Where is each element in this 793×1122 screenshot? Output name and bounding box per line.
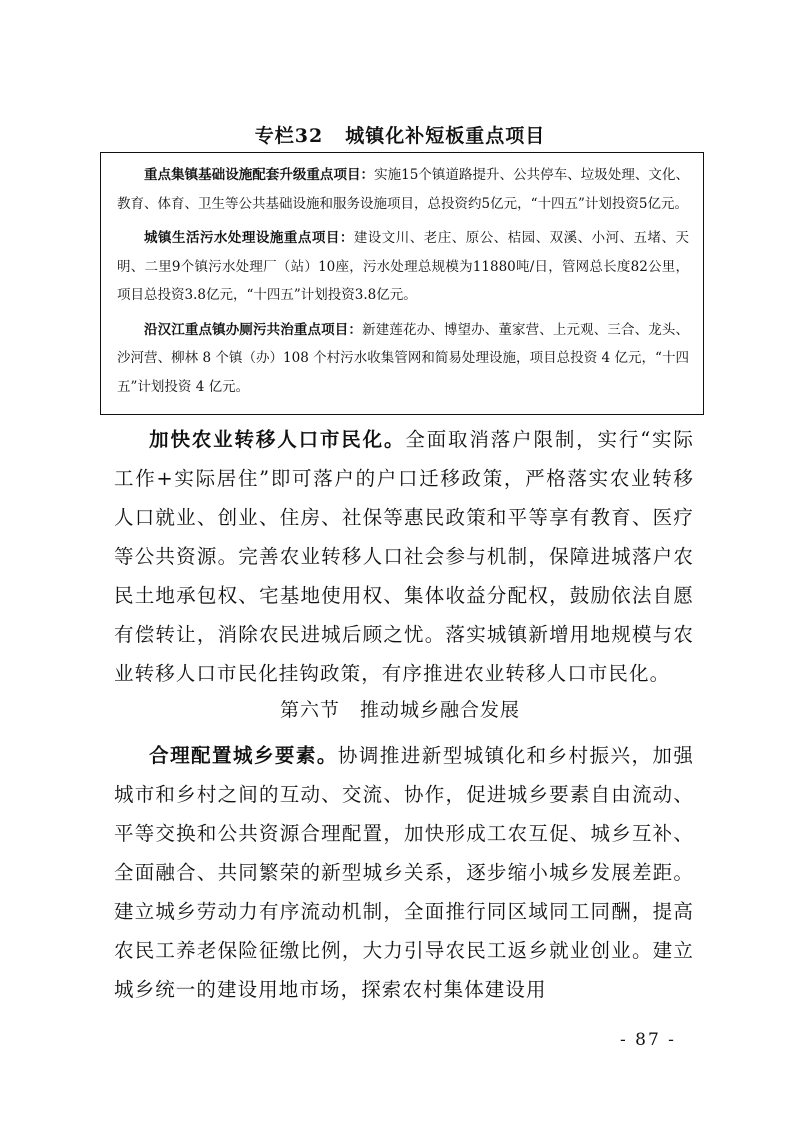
box-title-number: 专栏32 (254, 125, 324, 147)
paragraph-population (114, 420, 694, 693)
box-item-text: 建设文川、老庄、原公、桔园、双溪、小河、五堵、天明、二里9个镇污水处理厂（站）10座，污水处理总规模为11880吨/日，管网总长度82公里，项目总投资3.8亿元，“十四五”计划投资3.8亿元。 (117, 230, 690, 303)
page-number: - 87 - (620, 1030, 676, 1050)
box-title (100, 121, 700, 148)
paragraph-urban-rural (114, 736, 694, 1009)
paragraph-heading: 合理配置城乡要素。 (149, 744, 338, 767)
paragraph-text: 全面取消落户限制，实行“实际工作+实际居住”即可落户的户口迁移政策，严格落实农业转移人口就业、创业、住房、社保等惠民政策和平等享有教育、医疗等公共资源。完善农业转移人口社会参与机制，保障进城落户农民土地承包权、宅基地使用权、集体收益分配权，鼓励依法自愿有偿转让，消除农民进城后顾之忧。落实城镇新增用地规模与农业转移人口市民化挂钩政策，有序推进农业转移人口市民化。 (114, 428, 695, 685)
box-item (117, 224, 689, 310)
box-item-heading: 沿汉江重点镇办厕污共治重点项目： (144, 321, 363, 338)
box-item-heading: 重点集镇基础设施配套升级重点项目： (144, 167, 375, 183)
project-box (100, 152, 704, 415)
section-number: 第六节 (279, 699, 340, 721)
section-title: 推动城乡融合发展 (360, 699, 521, 721)
box-item-text: 实施15个镇道路提升、公共停车、垃圾处理、文化、教育、体育、卫生等公共基础设施和服务设施项目，总投资约5亿元，“十四五”计划投资5亿元。 (117, 167, 689, 212)
section-heading (100, 695, 700, 722)
box-title-text: 城镇化补短板重点项目 (345, 125, 546, 147)
box-item-text: 新建莲花办、博望办、董家营、上元观、三合、龙头、沙河营、柳林 8 个镇（办）108 个村污水收集管网和简易处理设施，项目总投资 4 亿元，“十四五”计划投资 4 亿元。 (117, 321, 690, 395)
box-item-heading: 城镇生活污水处理设施重点项目： (144, 230, 354, 246)
paragraph-text: 协调推进新型城镇化和乡村振兴，加强城市和乡村之间的互动、交流、协作，促进城乡要素自由流动、平等交换和公共资源合理配置，加快形成工农互促、城乡互补、全面融合、共同繁荣的新型城乡关系，逐步缩小城乡发展差距。建立城乡劳动力有序流动机制，全面推行同区域同工同酬，提高农民工养老保险征缴比例，大力引导农民工返乡就业创业。建立城乡统一的建设用地市场，探索农村集体建设用 (114, 744, 694, 1001)
paragraph-heading: 加快农业转移人口市民化。 (149, 428, 406, 451)
box-item (117, 161, 689, 218)
box-item (117, 316, 689, 402)
